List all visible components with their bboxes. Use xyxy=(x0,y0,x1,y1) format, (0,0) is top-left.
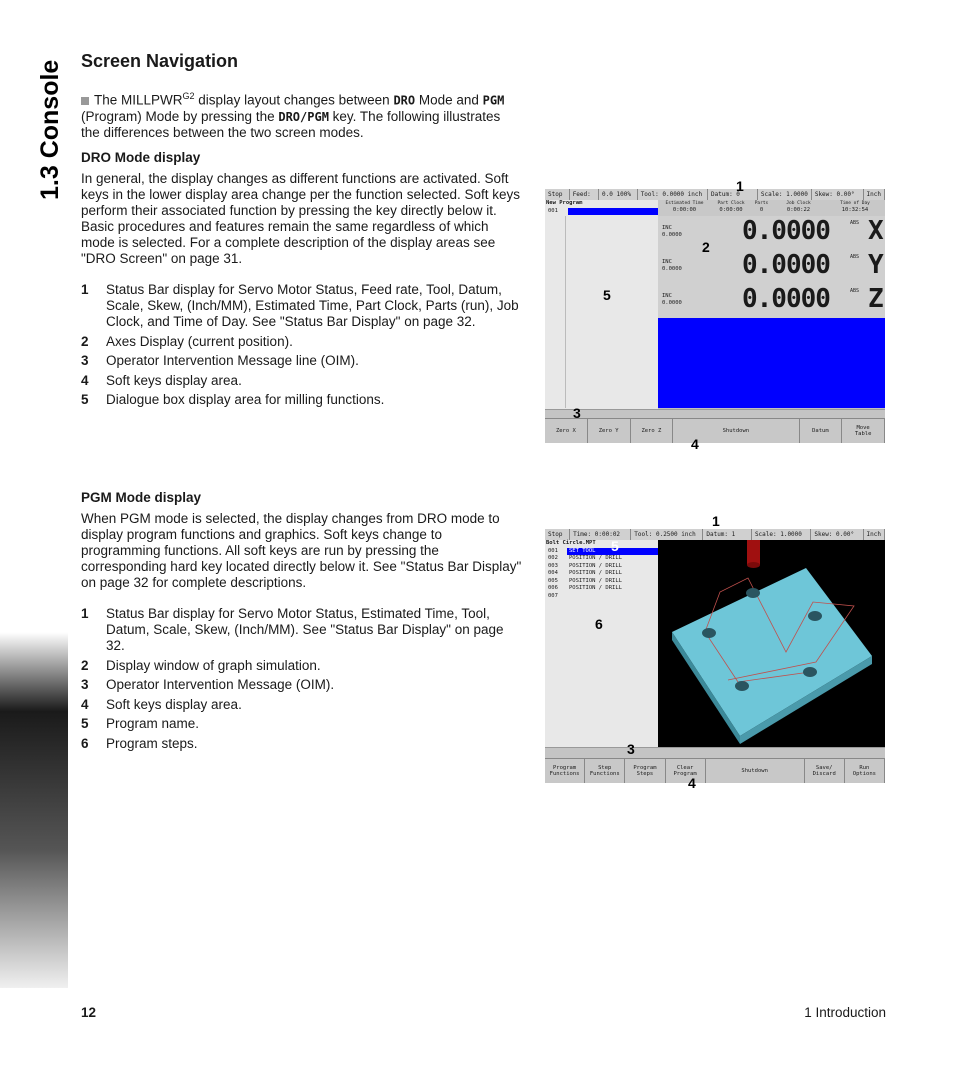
item-text: Operator Intervention Message (OIM). xyxy=(106,677,335,692)
dro-status-bar xyxy=(545,189,885,200)
dro-items-list xyxy=(81,282,521,412)
info-value: 0:00:00 xyxy=(672,207,697,213)
item-number: 4 xyxy=(81,372,89,388)
inc-label: INC xyxy=(662,259,672,265)
step-text: POSITION / DRILL xyxy=(569,562,622,569)
pgm-items-list xyxy=(81,606,523,755)
item-number: 2 xyxy=(81,657,89,673)
program-step xyxy=(545,563,658,571)
softkey[interactable]: Zero X xyxy=(545,419,588,443)
item-text: Operator Intervention Message line (OIM). xyxy=(106,353,359,368)
item-text: Dialogue box display area for milling functions. xyxy=(106,392,385,407)
status-cell: Inch xyxy=(864,529,885,540)
dro-callout-3: 3 xyxy=(573,405,581,421)
item-number: 6 xyxy=(81,735,89,751)
dro-screen xyxy=(545,189,885,443)
dro-row-highlight xyxy=(568,208,658,215)
step-text: SET TOOL xyxy=(567,548,658,556)
list-item xyxy=(81,658,523,674)
pgm-callout-1: 1 xyxy=(712,513,720,529)
softkey[interactable]: Program Functions xyxy=(545,759,585,783)
pgm-callout-5: 5 xyxy=(611,538,619,554)
inc-value: 0.0000 xyxy=(662,300,682,306)
status-cell: Stop xyxy=(545,189,570,200)
step-text: POSITION / DRILL xyxy=(569,585,622,591)
axis-row-z xyxy=(658,284,885,319)
status-cell: Skew: 0.00° xyxy=(811,529,863,540)
pgm-section-body: When PGM mode is selected, the display changes from DRO mode to display program functions and graphics. Soft keys change to programming functions. All soft keys are run by pressing the corresponding hard key located directly below it. See "Status Bar Display" on page 32 for complete descriptions. xyxy=(81,511,522,590)
graph-simulation xyxy=(658,540,885,747)
inc-readout xyxy=(662,225,682,239)
item-text: Status Bar display for Servo Motor Status, Feed rate, Tool, Datum, Scale, Skew, (Inch/MM), Estimated Time, Part Clock, Parts (run), Job Clock, and Time of Day. See "Status Bar Display" on page 32. xyxy=(106,282,519,329)
step-number: 002 xyxy=(548,555,558,561)
item-number: 2 xyxy=(81,333,89,349)
item-text: Soft keys display area. xyxy=(106,372,242,388)
abs-label: ABS xyxy=(850,254,860,260)
dro-callout-4: 4 xyxy=(691,436,699,452)
chapter-title: 1.3 Console xyxy=(36,59,64,200)
pgm-callout-4: 4 xyxy=(688,775,696,791)
item-text: Soft keys display area. xyxy=(106,696,242,712)
info-value: 0 xyxy=(759,207,764,213)
dro-dialogue-area xyxy=(565,216,659,408)
status-cell: Tool: 0.2500 inch xyxy=(631,529,703,540)
softkey[interactable]: Clear Program xyxy=(666,759,706,783)
info-cell xyxy=(825,200,885,216)
dro-softkeys xyxy=(545,418,885,443)
step-text: POSITION / DRILL xyxy=(569,555,622,561)
abs-value: 0.0000 xyxy=(742,250,830,280)
inc-value: 0.0000 xyxy=(662,232,682,238)
list-item xyxy=(81,606,523,654)
dro-row-number: 001 xyxy=(548,207,558,214)
abs-label: ABS xyxy=(850,220,860,226)
status-cell: Feed: xyxy=(570,189,599,200)
axis-letter: Z xyxy=(868,284,884,314)
info-value: 0:00:22 xyxy=(786,207,811,213)
status-cell: Scale: 1.0000 xyxy=(758,189,812,200)
info-cell xyxy=(751,200,773,216)
item-number: 3 xyxy=(81,353,89,368)
step-number: 007 xyxy=(548,592,558,599)
softkey[interactable]: Save/ Discard xyxy=(805,759,845,783)
list-item xyxy=(81,697,523,713)
item-text: Axes Display (current position). xyxy=(106,333,293,349)
program-step xyxy=(545,555,658,563)
softkey[interactable]: Step Functions xyxy=(585,759,625,783)
program-step xyxy=(545,585,658,593)
axis-row-x xyxy=(658,216,885,251)
softkey[interactable]: Program Steps xyxy=(625,759,665,783)
step-number: 006 xyxy=(548,585,558,591)
program-step xyxy=(545,548,658,556)
intro-paragraph: The $MILLPWR^{G2}$ display layout changes between DRO Mode and PGM (Program) Mode by pressing the DRO/PGM key. The following illustrates the differences between the two screen modes. xyxy=(81,91,505,140)
axis-letter: X xyxy=(868,216,884,246)
status-cell: Time: 0:00:02 xyxy=(570,529,631,540)
step-number: 005 xyxy=(548,577,558,584)
softkey[interactable]: Shutdown xyxy=(673,419,799,443)
pgm-callout-6: 6 xyxy=(595,616,603,632)
info-cell xyxy=(772,200,826,216)
info-value: 0:00:00 xyxy=(719,207,743,213)
info-cell xyxy=(658,200,712,216)
dro-section-title: DRO Mode display xyxy=(81,150,201,165)
item-number: 1 xyxy=(81,282,89,297)
item-number: 1 xyxy=(81,606,89,621)
status-cell: Inch xyxy=(864,189,885,200)
status-cell: Skew: 0.00° xyxy=(812,189,864,200)
status-cell: Datum: 0 xyxy=(708,189,758,200)
status-cell: Stop xyxy=(545,529,570,540)
axis-letter: Y xyxy=(868,250,884,280)
inc-label: INC xyxy=(662,293,672,299)
list-item xyxy=(81,677,523,693)
list-item xyxy=(81,373,521,389)
step-number: 004 xyxy=(548,570,558,576)
step-text: POSITION / DRILL xyxy=(569,577,622,584)
step-number: 003 xyxy=(548,562,558,569)
info-label: Estimated Time xyxy=(665,201,704,206)
dro-callout-1: 1 xyxy=(736,178,744,194)
info-value: 10:32:54 xyxy=(841,207,869,213)
info-label: Time of Day xyxy=(840,201,870,206)
item-number: 5 xyxy=(81,392,89,407)
pgm-program-name: Bolt Circle.MPT xyxy=(546,540,596,546)
page-number: 12 xyxy=(81,1005,97,1020)
info-label: Parts xyxy=(754,201,769,206)
list-item xyxy=(81,334,521,350)
item-text: Status Bar display for Servo Motor Status, Estimated Time, Tool, Datum, Scale, Skew, (Inch/MM). See "Status Bar Display" on page 32. xyxy=(106,606,504,653)
list-item xyxy=(81,716,523,732)
softkey[interactable]: Datum xyxy=(800,419,843,443)
dro-callout-2: 2 xyxy=(702,239,710,255)
dro-callout-5: 5 xyxy=(603,287,611,303)
program-step xyxy=(545,570,658,578)
softkey[interactable]: Shutdown xyxy=(706,759,805,783)
abs-value: 0.0000 xyxy=(742,216,830,246)
item-text: Program name. xyxy=(106,716,200,731)
pgm-callout-3: 3 xyxy=(627,741,635,757)
abs-label: ABS xyxy=(850,288,860,294)
list-item xyxy=(81,736,523,752)
dro-blue-panel xyxy=(658,318,885,408)
list-item xyxy=(81,282,521,330)
footer-section: 1 Introduction xyxy=(804,1005,886,1020)
program-step xyxy=(545,593,658,601)
softkey[interactable]: Move Table xyxy=(842,419,885,443)
softkey[interactable]: Zero Z xyxy=(631,419,674,443)
info-cell xyxy=(711,200,752,216)
inc-value: 0.0000 xyxy=(662,266,682,272)
status-cell: Scale: 1.0000 xyxy=(752,529,811,540)
list-item xyxy=(81,353,521,369)
abs-value: 0.0000 xyxy=(742,284,830,314)
bullet-icon xyxy=(81,97,89,105)
pgm-callout-2: 2 xyxy=(694,558,702,574)
pgm-steps-list xyxy=(545,548,658,601)
status-cell: Tool: 0.0000 inch xyxy=(638,189,708,200)
axis-row-y xyxy=(658,250,885,285)
inc-readout xyxy=(662,259,682,273)
info-label: Job Clock xyxy=(786,201,811,206)
step-text: POSITION / DRILL xyxy=(569,570,622,576)
item-number: 3 xyxy=(81,677,89,692)
pgm-section-title: PGM Mode display xyxy=(81,490,202,505)
list-item xyxy=(81,392,521,408)
status-cell: 0.0 100% xyxy=(599,189,638,200)
program-step xyxy=(545,578,658,586)
dro-section-body: In general, the display changes as different functions are activated. Soft keys in the lower display area change per the function selected. Soft keys perform their associated function by pressing the key directly below it. Basic procedures and features remain the same regardless of which mode is selected. For a complete description of the display areas see "DRO Screen" on page 31. xyxy=(81,171,521,266)
tool-icon xyxy=(747,540,760,565)
softkey[interactable]: Run Options xyxy=(845,759,885,783)
status-cell: Datum: 1 xyxy=(703,529,752,540)
pgm-status-bar xyxy=(545,529,885,540)
pgm-screen xyxy=(545,529,885,783)
step-text xyxy=(567,593,658,601)
pgm-program-pane xyxy=(545,540,658,747)
softkey[interactable]: Zero Y xyxy=(588,419,631,443)
dro-program-pane xyxy=(545,200,658,409)
info-label: Part Clock xyxy=(717,201,745,206)
item-text: Display window of graph simulation. xyxy=(106,657,321,673)
section-heading: Screen Navigation xyxy=(81,51,239,71)
item-number: 4 xyxy=(81,696,89,712)
step-number: 001 xyxy=(548,547,558,554)
inc-readout xyxy=(662,293,682,307)
inc-label: INC xyxy=(662,225,672,231)
pgm-softkeys xyxy=(545,758,885,783)
dro-program-name: New Program xyxy=(546,200,583,206)
item-number: 5 xyxy=(81,716,89,731)
item-text: Program steps. xyxy=(106,735,198,751)
